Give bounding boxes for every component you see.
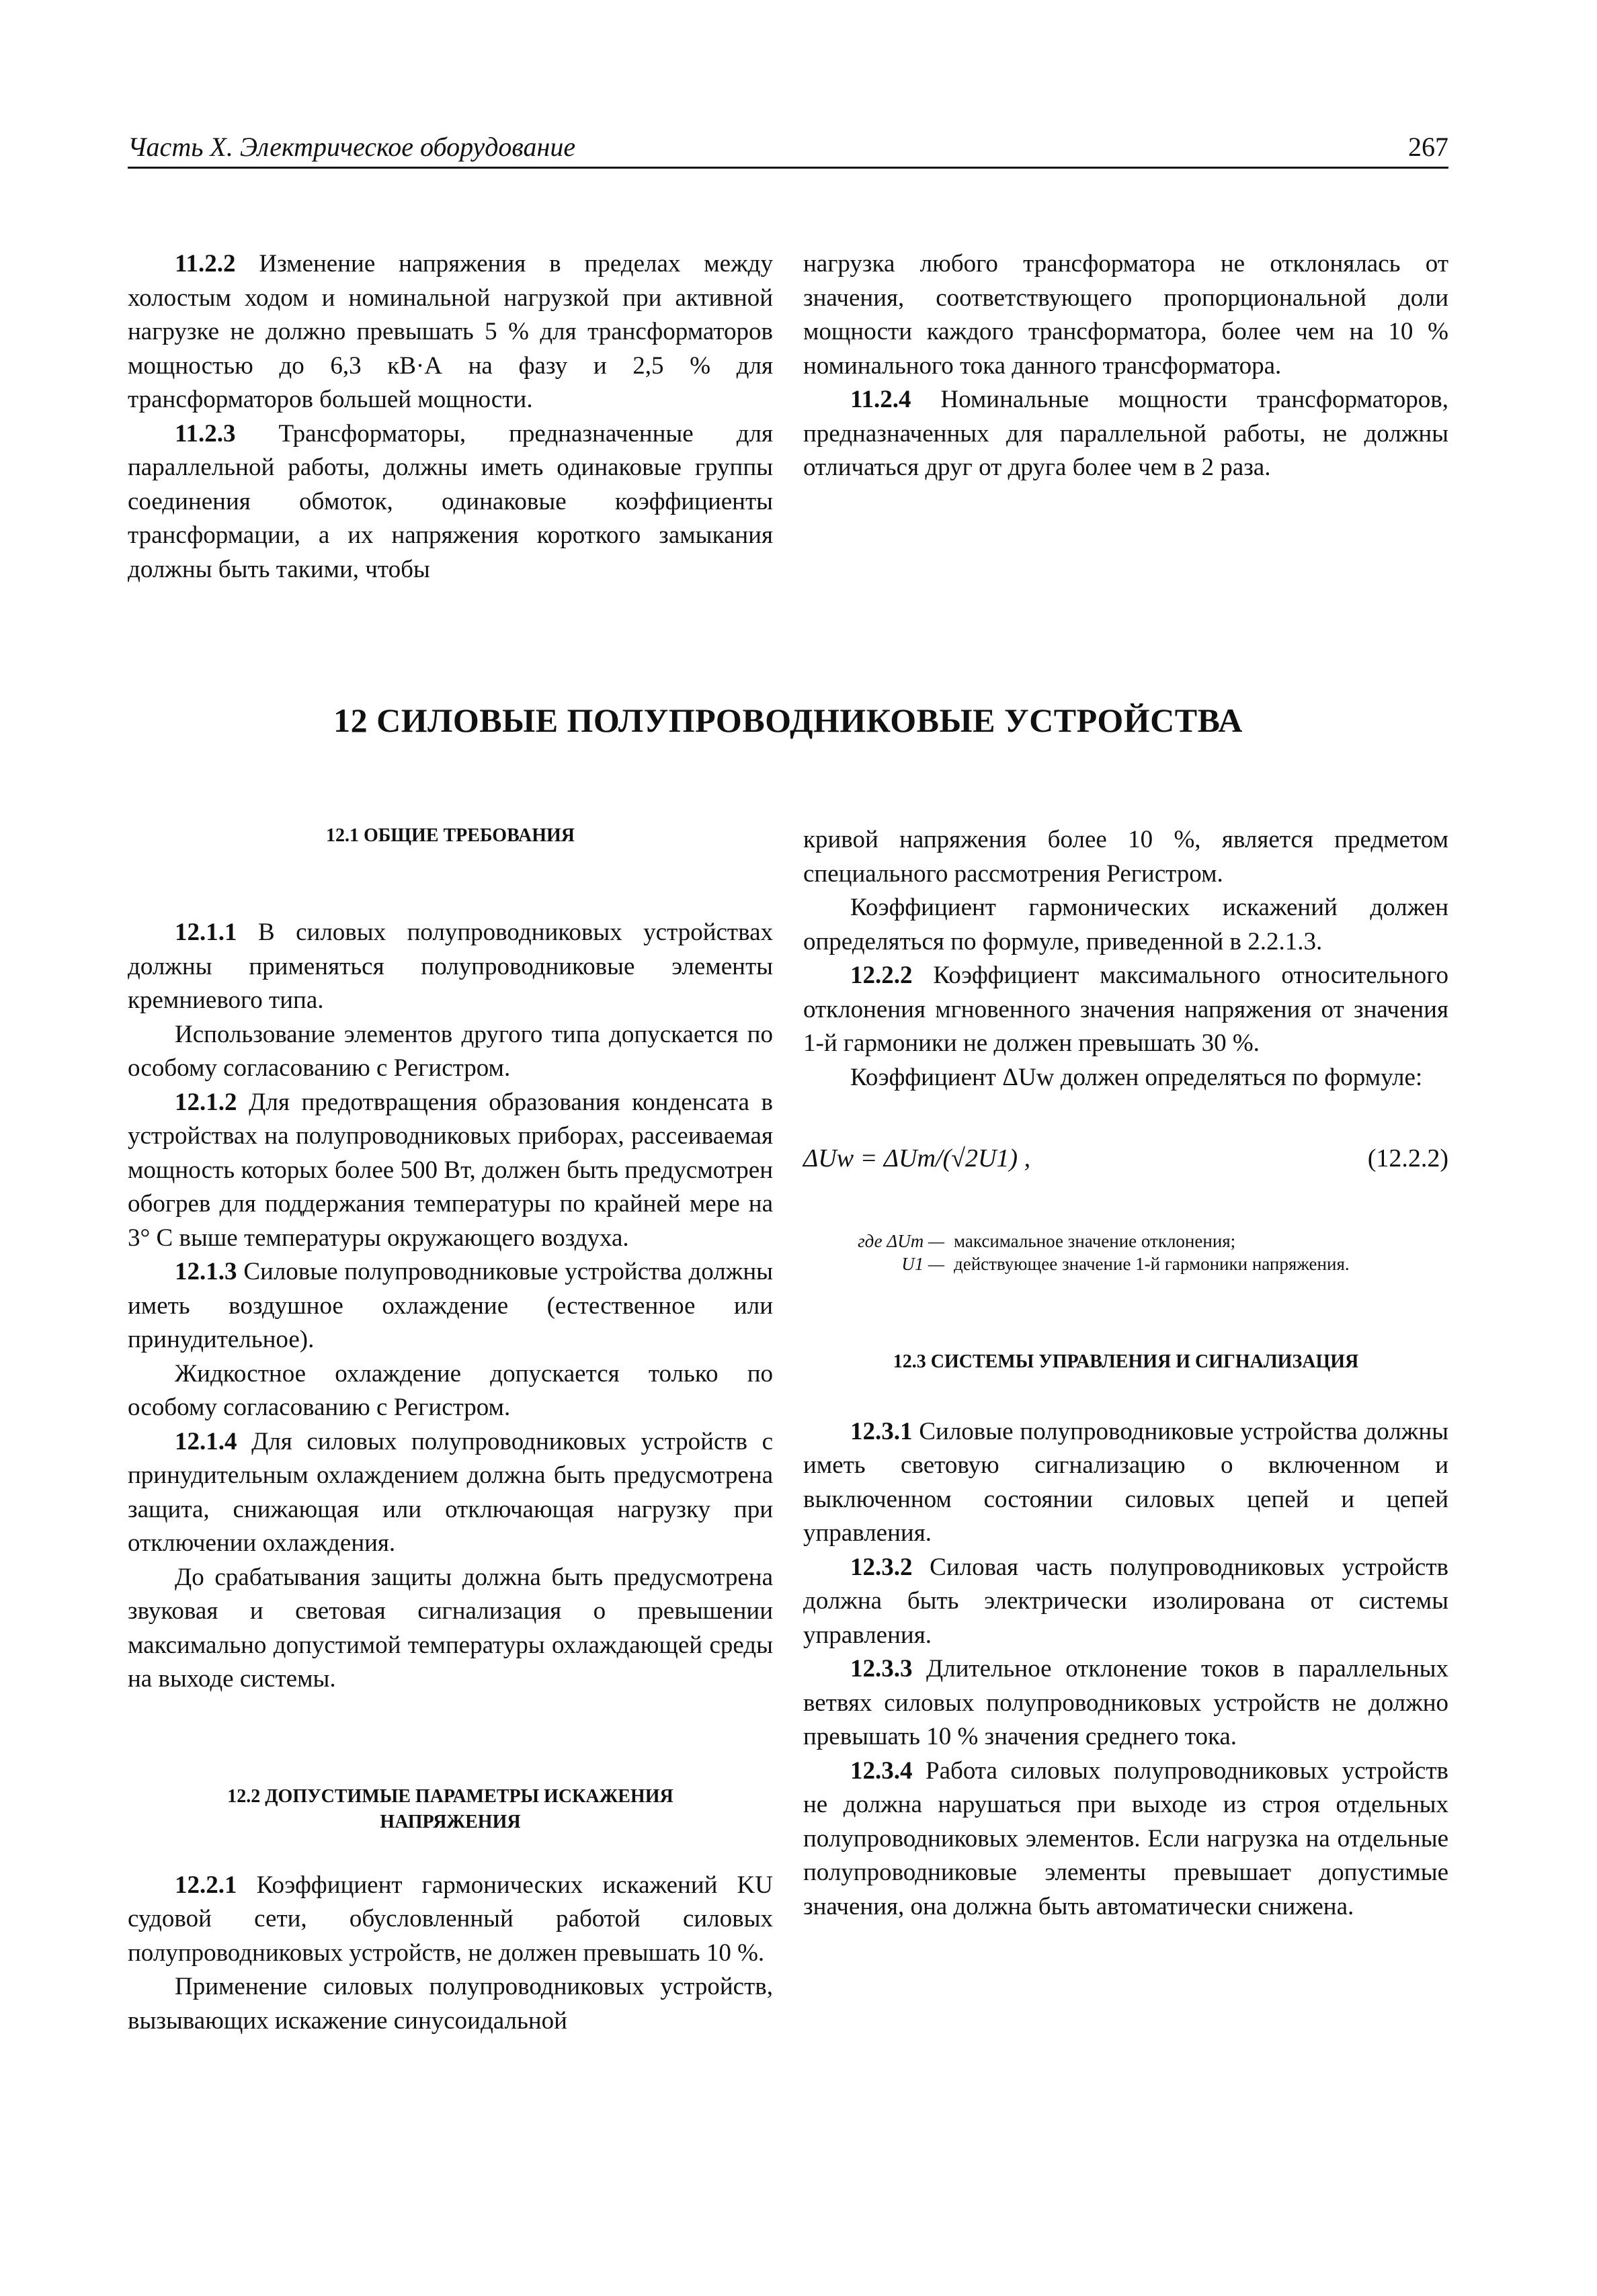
- bottom-right-column: [803, 823, 1448, 1924]
- legend-symbol: где ΔUm —: [858, 1230, 944, 1251]
- clause-number: 12.1.2: [175, 1088, 237, 1116]
- paragraph-11-2-2: [128, 247, 773, 417]
- page-number: 267: [1408, 132, 1448, 162]
- clause-number: 12.3.4: [850, 1756, 913, 1785]
- legend-symbol: U1 —: [901, 1253, 944, 1274]
- running-header: [128, 128, 1448, 169]
- paragraph: Жидкостное охлаждение допускается только по особому согласованию с Регистром.: [128, 1359, 773, 1421]
- legend-definition: максимальное значение отклонения;: [954, 1230, 1236, 1251]
- paragraph-12-1-4: [128, 1425, 773, 1561]
- clause-number: 11.2.3: [175, 419, 236, 448]
- clause-text: Коэффициент максимального относительного отклонения мгновенного значения напряжения от значения 1-й гармоники не должен превышать 30 %.: [803, 962, 1448, 1057]
- clause-number: 12.1.4: [175, 1427, 237, 1455]
- clause-number: 12.2.1: [175, 1871, 237, 1899]
- clause-number: 12.3.3: [850, 1655, 913, 1683]
- formula-legend: [803, 1230, 1448, 1275]
- clause-text: В силовых полупроводниковых устройствах должны применяться полупроводниковые элементы кремниевого типа.: [128, 919, 773, 1014]
- paragraph-12-3-1: [803, 1415, 1448, 1551]
- paragraph: До срабатывания защиты должна быть предусмотрена звуковая и световая сигнализация о превышении максимально допустимой температуры охлаждающей среды на выходе системы.: [128, 1563, 773, 1693]
- clause-number: 11.2.4: [850, 386, 911, 413]
- section-heading-12-2: 12.2 ДОПУСТИМЫЕ ПАРАМЕТРЫ ИСКАЖЕНИЯ НАПРЯЖЕНИЯ: [227, 1785, 673, 1832]
- legend-definition: действующее значение 1-й гармоники напряжения.: [954, 1253, 1350, 1274]
- top-right-column: [803, 247, 1448, 485]
- clause-number: 12.3.1: [850, 1417, 913, 1445]
- paragraph-12-3-4: [803, 1754, 1448, 1924]
- paragraph: Использование элементов другого типа допускается по особому согласованию с Регистром.: [128, 1020, 773, 1082]
- clause-text: Коэффициент гармонических искажений KU судовой сети, обусловленный работой силовых полупроводниковых устройств, не должен превышать 10 %.: [128, 1871, 773, 1967]
- paragraph-12-1-3: [128, 1255, 773, 1357]
- section-heading-12-1: 12.1 ОБЩИЕ ТРЕБОВАНИЯ: [326, 825, 575, 846]
- clause-text: Для предотвращения образования конденсата в устройствах на полупроводниковых приборах, рассеиваемая мощность которых более 500 Вт, должен быть предусмотрен обогрев для поддержания температуры по крайней мере на 3° С выше температуры окружающего воздуха.: [128, 1088, 773, 1252]
- clause-text: Трансформаторы, предназначенные для параллельной работы, должны иметь одинаковые группы соединения обмоток, одинаковые коэффициенты трансформации, а их напряжения короткого замыкания должны быть такими, чтобы: [128, 419, 773, 583]
- top-left-column: [128, 247, 773, 587]
- paragraph-12-2-2: [803, 959, 1448, 1061]
- clause-number: 12.3.2: [850, 1553, 913, 1581]
- clause-text: Длительное отклонение токов в параллельных ветвях силовых полупроводниковых устройств не должно превышать 10 % значения среднего тока.: [803, 1655, 1448, 1750]
- paragraph: Коэффициент ΔUw должен определяться по формуле:: [850, 1063, 1423, 1091]
- clause-text: Номинальные мощности трансформаторов, предназначенных для параллельной работы, не должны отличаться друг от друга более чем в 2 раза.: [803, 386, 1448, 481]
- clause-number: 11.2.2: [175, 250, 236, 278]
- formula-expression: ΔUw = ΔUm/(√2U1) ,: [803, 1144, 1031, 1173]
- paragraph: Коэффициент гармонических искажений должен определяться по формуле, приведенной в 2.2.1.3.: [803, 894, 1448, 955]
- paragraph-12-3-3: [803, 1652, 1448, 1754]
- clause-number: 12.1.1: [175, 919, 237, 946]
- paragraph-11-2-3: [128, 417, 773, 587]
- paragraph-12-1-1: [128, 916, 773, 1018]
- paragraph-12-2-1: [128, 1869, 773, 1971]
- bottom-left-column: [128, 823, 773, 2038]
- formula-number: (12.2.2): [1367, 1144, 1448, 1173]
- formula-12-2-2: [803, 1142, 1448, 1176]
- header-title: Часть X. Электрическое оборудование: [128, 132, 576, 162]
- paragraph-11-2-4: [803, 383, 1448, 485]
- paragraph-12-1-2: [128, 1086, 773, 1256]
- chapter-title: 12 СИЛОВЫЕ ПОЛУПРОВОДНИКОВЫЕ УСТРОЙСТВА: [333, 701, 1243, 739]
- paragraph-12-3-2: [803, 1551, 1448, 1653]
- section-heading-12-3: 12.3 СИСТЕМЫ УПРАВЛЕНИЯ И СИГНАЛИЗАЦИЯ: [893, 1351, 1359, 1372]
- clause-text: Силовые полупроводниковые устройства должны иметь воздушное охлаждение (естественное или принудительное).: [128, 1258, 773, 1353]
- paragraph: Применение силовых полупроводниковых устройств, вызывающих искажение синусоидальной: [128, 1973, 773, 2035]
- paragraph-continuation: нагрузка любого трансформатора не отклонялась от значения, соответствующего пропорциональной доли мощности каждого трансформатора, более чем на 10 % номинального тока данного трансформатора.: [803, 250, 1448, 380]
- clause-text: Силовая часть полупроводниковых устройств должна быть электрически изолирована от системы управления.: [803, 1553, 1448, 1649]
- clause-text: Изменение напряжения в пределах между холостым ходом и номинальной нагрузкой при активной нагрузке не должно превышать 5 % для трансформаторов мощностью до 6,3 кВ·А на фазу и 2,5 % для трансформаторов большей мощности.: [128, 250, 773, 413]
- paragraph-continuation: кривой напряжения более 10 %, является предметом специального рассмотрения Регистром.: [803, 826, 1448, 888]
- clause-number: 12.1.3: [175, 1258, 237, 1285]
- clause-text: Работа силовых полупроводниковых устройств не должна нарушаться при выходе из строя отдельных полупроводниковых элементов. Если нагрузка на отдельные полупроводниковые элементы превышает допустимые значения, она должна быть автоматически снижена.: [803, 1756, 1448, 1920]
- clause-number: 12.2.2: [850, 962, 913, 989]
- clause-text: Силовые полупроводниковые устройства должны иметь световую сигнализацию о включенном и выключенном состоянии силовых цепей и цепей управления.: [803, 1417, 1448, 1547]
- clause-text: Для силовых полупроводниковых устройств с принудительным охлаждением должна быть предусмотрена защита, снижающая или отключающая нагрузку при отключении охлаждения.: [128, 1427, 773, 1557]
